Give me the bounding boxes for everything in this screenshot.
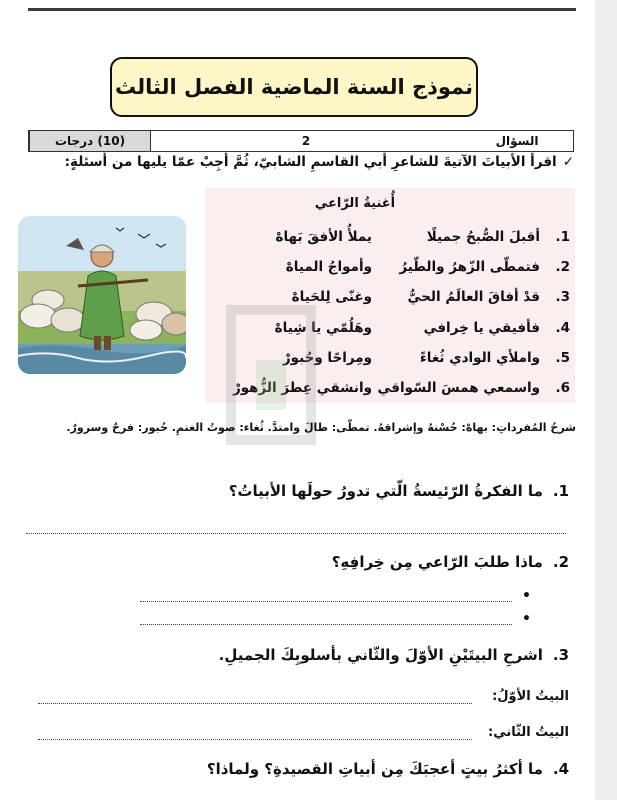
poem-line bbox=[200, 229, 570, 251]
question-number-cell bbox=[150, 131, 461, 151]
question-number: 2 bbox=[301, 134, 311, 148]
page-side-margin bbox=[595, 0, 617, 800]
question-2 bbox=[332, 553, 569, 571]
line-number: 3. bbox=[555, 289, 570, 305]
second-hemistich: وهَلُمّي يا شِياهْ bbox=[274, 320, 372, 336]
marks-cell bbox=[29, 131, 150, 151]
question-number: 3. bbox=[552, 646, 569, 664]
vocabulary-note: شرحُ المُفرداتِ: بهاهْ: حُسْنهُ وإشراقهُ. تمطّى: طالَ وامتدَّ. ثُغاء: صوتُ الغنمِ. حُبور: فرحٌ وسرورٌ. bbox=[66, 421, 576, 434]
answer-line[interactable] bbox=[140, 624, 512, 625]
answer-line[interactable] bbox=[38, 739, 472, 740]
question-1 bbox=[229, 482, 569, 500]
second-hemistich: ومِراحًا وحُبورْ bbox=[282, 350, 372, 366]
question-3 bbox=[219, 646, 569, 664]
second-hemistich: وانشقي عِطرَ الزُّهورْ bbox=[232, 380, 372, 396]
first-hemistich: أقبلَ الصُّبحُ جميلًا bbox=[426, 229, 540, 245]
first-hemistich: فتمطّى الزّهرُ والطّيرُ bbox=[399, 259, 540, 275]
answer-line[interactable] bbox=[38, 703, 472, 704]
marks-value: (10) درجات bbox=[54, 134, 126, 148]
line-number: 5. bbox=[555, 350, 570, 366]
instruction bbox=[50, 154, 574, 170]
question-text: ما الفكرةُ الرّئيسةُ الّتي تدورُ حولَها الأبياتُ؟ bbox=[228, 482, 543, 500]
question-label: السؤال bbox=[495, 134, 539, 148]
question-text: اشرحِ البيتَيْنِ الأوّلَ والثّاني بأسلوبِكَ الجميلِ. bbox=[218, 646, 543, 664]
second-hemistich: يملأُ الأفقَ بَهاهْ bbox=[275, 229, 372, 245]
question-text: ماذا طلبَ الرّاعي مِن خِرافِهِ؟ bbox=[331, 553, 543, 571]
poem-line bbox=[200, 259, 570, 281]
top-divider bbox=[28, 8, 576, 11]
first-hemistich: قدْ أفاقَ العالَمُ الحيُّ bbox=[407, 289, 540, 305]
answer-line[interactable] bbox=[140, 601, 512, 602]
line-number: 2. bbox=[555, 259, 570, 275]
question-number: 4. bbox=[552, 760, 569, 778]
question-label-cell bbox=[461, 131, 573, 151]
page-title bbox=[110, 57, 478, 117]
question-text: ما أكثرُ بيتٍ أعجبَكَ مِن أبياتِ القصيدةِ؟ ولماذا؟ bbox=[206, 760, 543, 778]
bullet: • bbox=[522, 611, 531, 627]
question-header-bar bbox=[28, 130, 574, 152]
shepherd-drawing bbox=[18, 216, 186, 374]
answer-line[interactable] bbox=[26, 533, 566, 534]
poem-title: أُغنيةُ الرّاعي bbox=[314, 196, 396, 211]
line-number: 4. bbox=[555, 320, 570, 336]
question-number: 2. bbox=[552, 553, 569, 571]
page-title-text: نموذج السنة الماضية الفصل الثالث bbox=[115, 75, 473, 99]
first-verse-label: البيتُ الأوّلُ: bbox=[492, 689, 569, 704]
question-number: 1. bbox=[552, 482, 569, 500]
second-hemistich: وغنّى لِلحَياهْ bbox=[291, 289, 372, 305]
first-hemistich: واسمعي همسَ السّواقي bbox=[377, 380, 540, 396]
instruction-text: اقرأ الأبياتَ الآتيةَ للشاعرِ أبي القاسمِ الشابيّ، ثُمَّ أجِبْ عمّا يليها من أسئلةٍ: bbox=[64, 154, 557, 170]
line-number: 1. bbox=[555, 229, 570, 245]
check-icon: ✓ bbox=[562, 154, 574, 170]
line-number: 6. bbox=[555, 380, 570, 396]
question-4 bbox=[207, 760, 569, 778]
shepherd-illustration bbox=[18, 216, 186, 374]
second-verse-label: البيتُ الثّاني: bbox=[488, 725, 569, 740]
first-hemistich: واملأي الوادي ثُغاءً bbox=[419, 350, 540, 366]
first-hemistich: فأفيقي يا خِرافي bbox=[423, 320, 540, 336]
bullet: • bbox=[522, 588, 531, 604]
second-hemistich: وأمواجُ المياهْ bbox=[285, 259, 372, 275]
